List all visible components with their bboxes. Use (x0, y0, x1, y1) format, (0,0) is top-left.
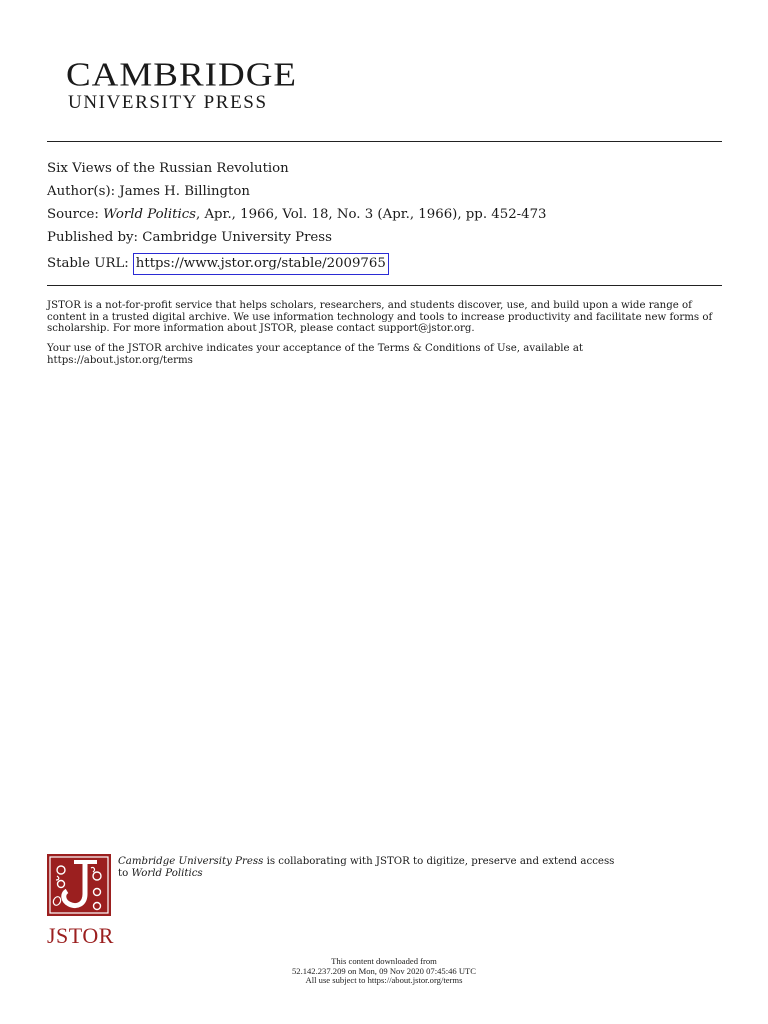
collaboration-line-2 (118, 868, 718, 880)
jstor-notice-paragraph: JSTOR is a not-for-profit service that helps scholars, researchers, and students discover, use, and build upon a wide range of content in a trusted digital archive. We use information technology and tools to increase productivity and facilitate new forms of scholarship. For more information about JSTOR, please contact support@jstor.org. (47, 300, 713, 335)
footer-line-2: 52.142.237.209 on Mon, 09 Nov 2020 07:45:46 UTC (291, 965, 477, 976)
jstor-wordmark: JSTOR (47, 923, 114, 948)
source-prefix: Source: (47, 207, 99, 222)
source-journal: World Politics (103, 207, 196, 222)
collaboration-journal: World Politics (131, 867, 203, 879)
logo-line-cambridge: CAMBRIDGE (66, 56, 298, 94)
footer-line-3: All use subject to https://about.jstor.org/terms (305, 975, 463, 986)
stable-url-line (47, 253, 389, 275)
top-rule (47, 141, 722, 142)
published-prefix: Published by: (47, 230, 139, 245)
collaboration-statement (118, 856, 718, 879)
stable-url-link[interactable]: https://www.jstor.org/stable/2009765 (133, 253, 389, 275)
article-source-line (47, 207, 547, 222)
collaboration-publisher: Cambridge University Press (118, 856, 264, 867)
collaboration-to: to (118, 867, 132, 879)
middle-rule (47, 285, 722, 286)
jstor-logo (47, 854, 115, 949)
terms-notice-paragraph (47, 343, 727, 366)
article-title-text: Six Views of the Russian Revolution (47, 161, 289, 176)
cambridge-university-press-logo (66, 58, 297, 112)
source-details: , Apr., 1966, Vol. 18, No. 3 (Apr., 1966), pp. 452-473 (195, 207, 547, 222)
article-title (47, 161, 289, 176)
terms-notice-line: Your use of the JSTOR archive indicates your acceptance of the Terms & Conditions of Use, available at (47, 343, 583, 354)
download-footer (0, 957, 768, 986)
publisher-name: Cambridge University Press (142, 230, 332, 245)
stable-url-prefix: Stable URL: (47, 256, 129, 271)
jstor-emblem-icon (47, 854, 111, 916)
article-author-line (47, 184, 250, 199)
author-prefix: Author(s): (47, 184, 116, 199)
footer-line-1: This content downloaded from (331, 956, 437, 966)
article-publisher-line (47, 230, 332, 245)
author-name: James H. Billington (119, 184, 250, 199)
logo-line-university-press: UNIVERSITY PRESS (68, 92, 268, 113)
terms-url-link[interactable]: https://about.jstor.org/terms (47, 354, 193, 366)
collaboration-line-1 (118, 856, 718, 868)
collaboration-text: is collaborating with JSTOR to digitize, preserve and extend access (263, 856, 615, 867)
